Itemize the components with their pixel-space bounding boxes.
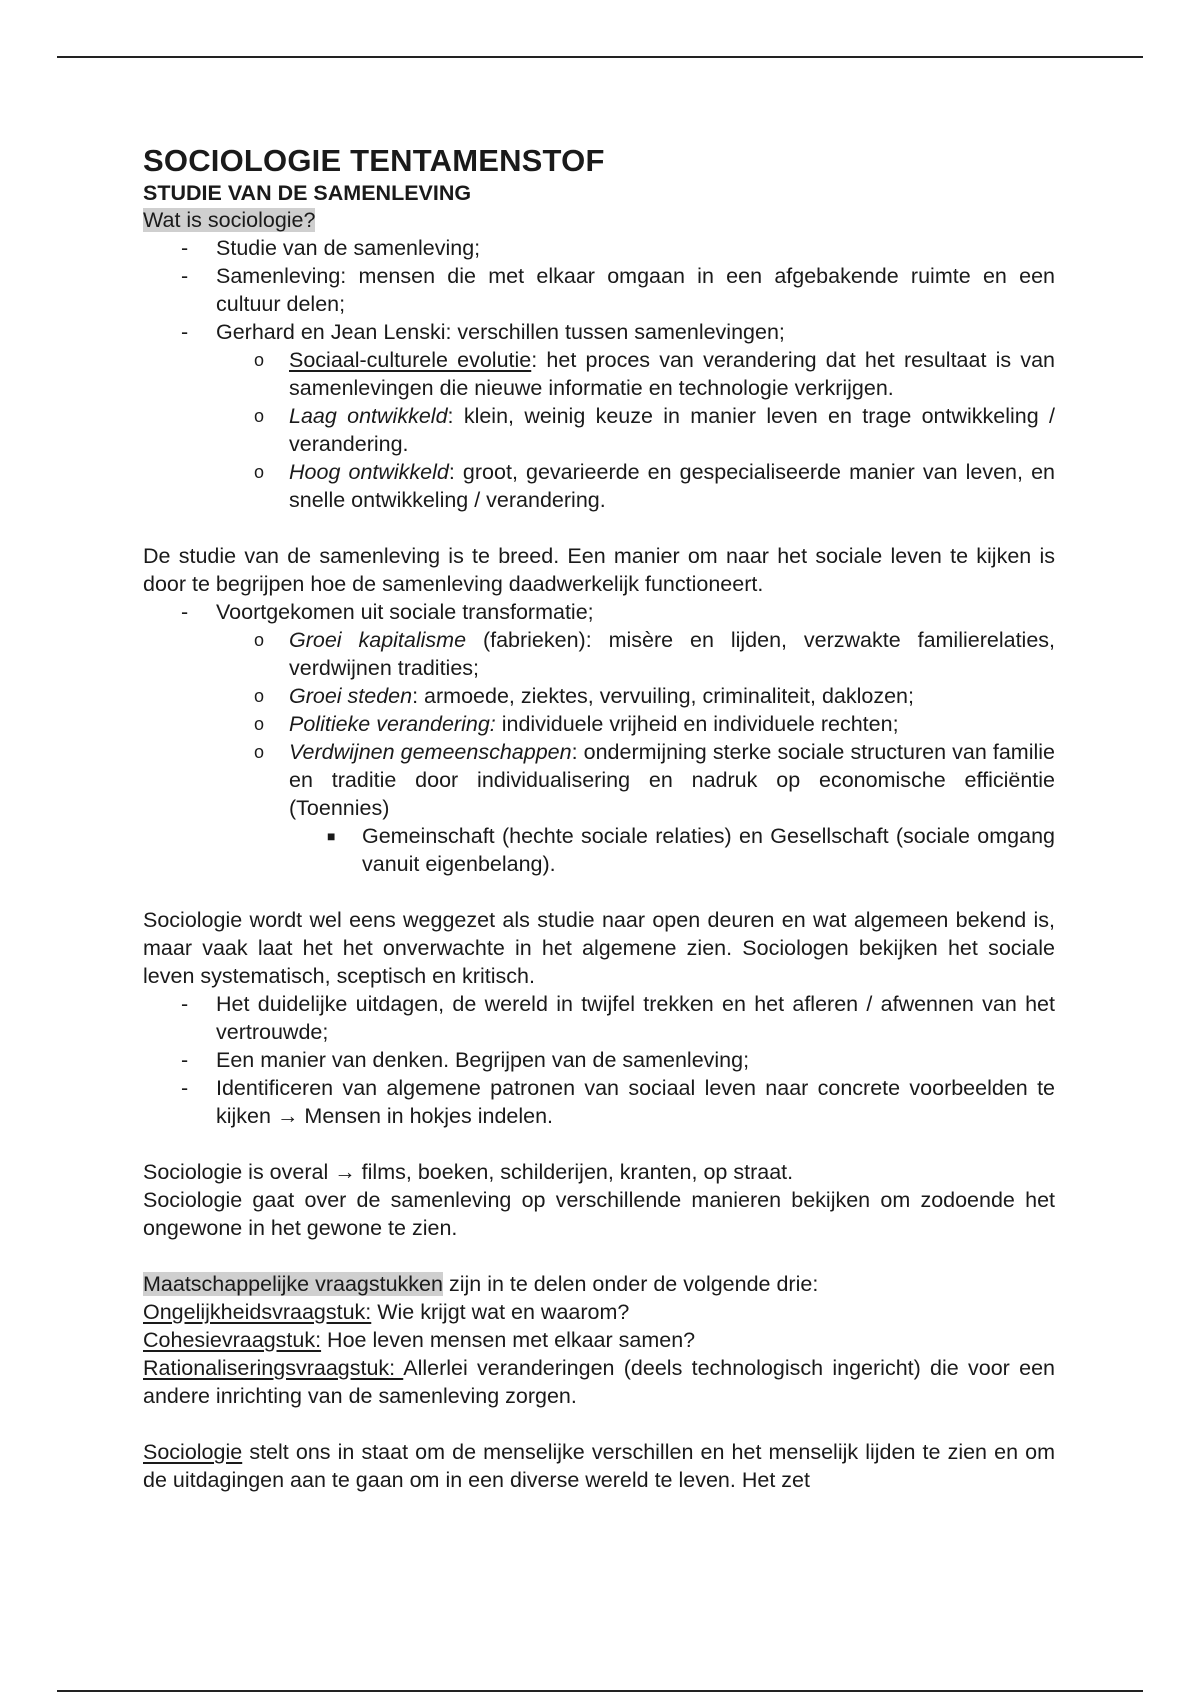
sub-list-item: o Sociaal-culturele evolutie: het proces van verandering dat het resultaat is van samenlevingen die nieuwe informatie en technologie verkrijgen.	[254, 348, 1055, 400]
bullet-list-3	[143, 990, 1055, 1130]
paragraph: Sociologie wordt wel eens weggezet als studie naar open deuren en wat algemeen bekend is, maar vaak laat het het onverwachte in het algemene zien. Sociologen bekijken het sociale leven systematisch, sceptisch en kritisch.	[143, 908, 1055, 988]
section-heading: STUDIE VAN DE SAMENLEVING	[143, 181, 472, 205]
question-heading	[143, 206, 1055, 234]
bullet-list-2	[143, 598, 1055, 878]
highlighted-question: Wat is sociologie?	[143, 208, 316, 232]
sub-list-item: o Groei steden: armoede, ziektes, vervuiling, criminaliteit, daklozen;	[254, 684, 914, 708]
page-title: SOCIOLOGIE TENTAMENSTOF	[143, 143, 605, 178]
sub-list-item: o Groei kapitalisme (fabrieken): misère en lijden, verzwakte familierelaties, verdwijnen tradities;	[254, 628, 1055, 680]
list-item: - Samenleving: mensen die met elkaar omgaan in een afgebakende ruimte en een cultuur delen;	[181, 264, 1055, 316]
sub-list-item: o Politieke verandering: individuele vrijheid en individuele rechten;	[254, 712, 899, 736]
vraagstukken-intro: Maatschappelijke vraagstukken zijn in te delen onder de volgende drie:	[143, 1272, 819, 1296]
list-item: - Voortgekomen uit sociale transformatie;	[181, 600, 594, 624]
list-item: - Het duidelijke uitdagen, de wereld in twijfel trekken en het afleren / afwennen van het vertrouwde;	[181, 992, 1055, 1044]
list-item: - Studie van de samenleving;	[181, 236, 481, 260]
vraagstuk-cohesie: Cohesievraagstuk: Hoe leven mensen met elkaar samen?	[143, 1328, 696, 1352]
vraagstuk-ongelijkheid: Ongelijkheidsvraagstuk: Wie krijgt wat en waarom?	[143, 1300, 630, 1324]
paragraph: De studie van de samenleving is te breed. Een manier om naar het sociale leven te kijken is door te begrijpen hoe de samenleving daadwerkelijk functioneert.	[143, 544, 1055, 596]
list-item: - Identificeren van algemene patronen van sociaal leven naar concrete voorbeelden te kijken → Mensen in hokjes indelen.	[181, 1076, 1055, 1128]
list-item: - Een manier van denken. Begrijpen van de samenleving;	[181, 1048, 750, 1072]
sub-list-item: o Laag ontwikkeld: klein, weinig keuze in manier leven en trage ontwikkeling / verandering.	[254, 404, 1055, 456]
list-item: - Gerhard en Jean Lenski: verschillen tussen samenlevingen;	[181, 320, 785, 344]
bullet-list-1	[143, 234, 1055, 514]
sub-sub-list-item: ■ Gemeinschaft (hechte sociale relaties) en Gesellschaft (sociale omgang vanuit eigenbelang).	[327, 824, 1055, 876]
footer-rule	[57, 1690, 1143, 1692]
paragraph: Sociologie stelt ons in staat om de menselijke verschillen en het menselijk lijden te zien en om de uitdagingen aan te gaan om in een diverse wereld te leven. Het zet	[143, 1440, 1055, 1492]
paragraph: Sociologie gaat over de samenleving op verschillende manieren bekijken om zodoende het ongewone in het gewone te zien.	[143, 1188, 1055, 1240]
paragraph: Sociologie is overal → films, boeken, schilderijen, kranten, op straat.	[143, 1160, 794, 1184]
header-rule	[57, 56, 1143, 58]
document-page	[143, 142, 1055, 1494]
vraagstuk-rationalisering: Rationaliseringsvraagstuk: Allerlei veranderingen (deels technologisch ingericht) die voor een andere inrichting van de samenleving zorgen.	[143, 1356, 1055, 1408]
sub-list-item: o Verdwijnen gemeenschappen: ondermijning sterke sociale structuren van familie en traditie door individualisering en nadruk op economische efficiëntie (Toennies)	[254, 740, 1055, 820]
highlighted-term: Maatschappelijke vraagstukken	[143, 1272, 443, 1296]
sub-list-item: o Hoog ontwikkeld: groot, gevarieerde en gespecialiseerde manier van leven, en snelle ontwikkeling / verandering.	[254, 460, 1055, 512]
